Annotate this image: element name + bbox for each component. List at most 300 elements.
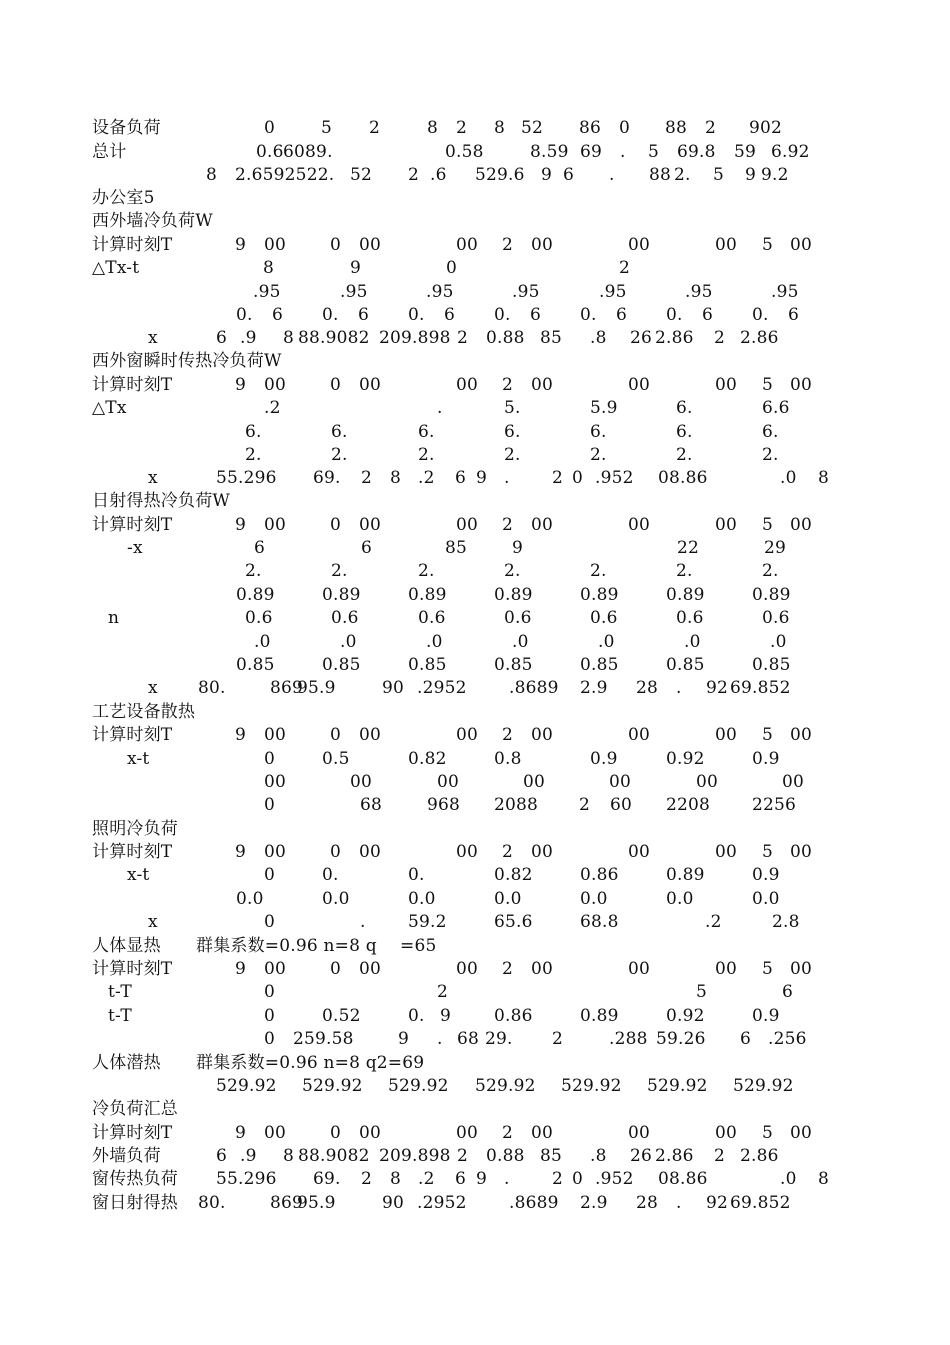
cell-value: 88.9082	[298, 1146, 370, 1166]
cell-value: 0.85	[752, 655, 791, 675]
cell-value: 0	[330, 375, 342, 395]
text-line	[0, 935, 950, 957]
row-label: n	[108, 608, 120, 628]
cell-value: 529.92	[302, 1076, 363, 1096]
text-line	[0, 864, 950, 886]
cell-value: 0.85	[580, 655, 619, 675]
cell-value: 0	[330, 725, 342, 745]
cell-value: 9	[235, 375, 247, 395]
cell-value: 2	[579, 795, 591, 815]
cell-value: 0.0	[408, 889, 436, 909]
cell-value: 6	[216, 1146, 228, 1166]
cell-value: 00	[628, 235, 651, 255]
cell-value: 00	[264, 235, 287, 255]
cell-value: 5	[696, 982, 708, 1002]
cell-value: .8689	[509, 678, 559, 698]
cell-value: 6	[358, 305, 370, 325]
cell-value: 0.	[666, 305, 683, 325]
text-line	[0, 490, 950, 512]
cell-value: 00	[359, 959, 382, 979]
cell-value: 0.6	[331, 608, 359, 628]
text-line	[0, 841, 950, 863]
cell-value: 85	[540, 1146, 563, 1166]
cell-value: 68.8	[580, 912, 619, 932]
cell-value: 55.296	[216, 1169, 277, 1189]
row-label: 8	[206, 165, 218, 185]
cell-value: 00	[628, 842, 651, 862]
cell-value: 0	[572, 1169, 584, 1189]
cell-value: 0.0	[494, 889, 522, 909]
cell-value: .952	[595, 468, 634, 488]
cell-value: 8	[390, 1169, 402, 1189]
cell-value: 5.	[504, 398, 521, 418]
cell-value: 00	[264, 959, 287, 979]
cell-value: 0.89	[666, 865, 705, 885]
row-label: 窗传热负荷	[92, 1169, 178, 1189]
row-label: t-T	[108, 1006, 132, 1026]
cell-value: 8.59	[530, 142, 569, 162]
cell-value: 2.9	[580, 678, 608, 698]
cell-value: 902	[749, 118, 783, 138]
row-label: 工艺设备散热	[92, 702, 196, 722]
cell-value: 0.89	[322, 585, 361, 605]
cell-value: 6	[254, 538, 266, 558]
cell-value: 00	[790, 515, 813, 535]
cell-value: 2.	[590, 445, 607, 465]
cell-value: 0.5	[322, 749, 350, 769]
cell-value: 0.82	[494, 865, 533, 885]
cell-value: 00	[264, 1123, 287, 1143]
row-label: 窗日射得热	[92, 1193, 178, 1213]
cell-value: 2	[502, 375, 514, 395]
row-label: 办公室5	[92, 188, 155, 208]
cell-value: 6.	[676, 398, 693, 418]
cell-value: 968	[427, 795, 461, 815]
cell-value: 86	[579, 118, 602, 138]
cell-value: 00	[264, 842, 287, 862]
cell-value: 0.0	[752, 889, 780, 909]
cell-value: 2.86	[740, 328, 779, 348]
cell-value: 6	[530, 305, 542, 325]
cell-value: 2.	[331, 561, 348, 581]
cell-value: 00	[359, 842, 382, 862]
cell-value: 0.89	[580, 585, 619, 605]
cell-value: .95	[426, 282, 454, 302]
text-line	[0, 1122, 950, 1144]
cell-value: 0	[619, 118, 631, 138]
row-label: 2.	[245, 445, 262, 465]
cell-value: .	[437, 1029, 443, 1049]
cell-value: 2.	[590, 561, 607, 581]
cell-value: 6	[455, 468, 467, 488]
cell-value: 00	[782, 772, 805, 792]
row-label: 计算时刻T	[92, 959, 173, 979]
cell-value: 6	[788, 305, 800, 325]
row-label: 0.0	[236, 889, 264, 909]
cell-value: 0.	[752, 305, 769, 325]
cell-value: 9	[476, 1169, 488, 1189]
cell-value: 00	[715, 235, 738, 255]
cell-value: 2.	[762, 561, 779, 581]
text-line	[0, 304, 950, 326]
row-label: .0	[254, 632, 271, 652]
row-label: 外墙负荷	[92, 1146, 161, 1166]
cell-value: 68	[360, 795, 383, 815]
cell-value: 群集系数=0.96 n=8 q2=69	[196, 1053, 425, 1073]
cell-value: .95	[512, 282, 540, 302]
cell-value: .288	[609, 1029, 648, 1049]
cell-value: 5	[762, 515, 774, 535]
cell-value: 209.898	[379, 1146, 451, 1166]
cell-value: 00	[437, 772, 460, 792]
cell-value: 0	[264, 1006, 276, 1026]
cell-value: 9	[235, 515, 247, 535]
cell-value: 29	[764, 538, 787, 558]
cell-value: 529.92	[388, 1076, 449, 1096]
cell-value: 00	[456, 959, 479, 979]
cell-value: 00	[531, 235, 554, 255]
cell-value: 8	[818, 468, 830, 488]
cell-value: .0	[780, 468, 797, 488]
cell-value: 2	[552, 1169, 564, 1189]
cell-value: 0.	[494, 305, 511, 325]
cell-value: 00	[790, 842, 813, 862]
cell-value: 00	[531, 375, 554, 395]
cell-value: 2	[502, 842, 514, 862]
text-line	[0, 1028, 950, 1050]
cell-value: .9	[240, 328, 257, 348]
text-line	[0, 187, 950, 209]
cell-value: 00	[456, 725, 479, 745]
row-label: x-t	[127, 749, 150, 769]
cell-value: .8	[590, 328, 607, 348]
row-label: 日射得热冷负荷W	[92, 491, 231, 511]
row-label: x	[148, 912, 158, 932]
cell-value: 6	[361, 538, 373, 558]
cell-value: 2	[502, 959, 514, 979]
cell-value: 6	[216, 328, 228, 348]
text-line	[0, 677, 950, 699]
row-label: 照明冷负荷	[92, 819, 178, 839]
cell-value: 0.0	[580, 889, 608, 909]
cell-value: 0	[330, 1123, 342, 1143]
cell-value: 0.52	[322, 1006, 361, 1026]
cell-value: 2.	[418, 445, 435, 465]
cell-value: .6	[430, 165, 447, 185]
text-line	[0, 467, 950, 489]
cell-value: .0	[512, 632, 529, 652]
cell-value: 00	[531, 1123, 554, 1143]
cell-value: 69.852	[730, 1193, 791, 1213]
cell-value: 6	[616, 305, 628, 325]
text-line	[0, 958, 950, 980]
cell-value: 0.85	[494, 655, 533, 675]
cell-value: 2	[361, 468, 373, 488]
row-label: 计算时刻T	[92, 375, 173, 395]
text-line	[0, 560, 950, 582]
cell-value: 6.6	[762, 398, 790, 418]
text-line	[0, 818, 950, 840]
row-label: 计算时刻T	[92, 725, 173, 745]
row-label: 西外窗瞬时传热冷负荷W	[92, 351, 282, 371]
cell-value: 6.	[590, 422, 607, 442]
row-label: x	[148, 328, 158, 348]
cell-value: 9	[235, 959, 247, 979]
row-label: .95	[253, 282, 281, 302]
cell-value: 00	[628, 1123, 651, 1143]
cell-value: 209.898	[379, 328, 451, 348]
cell-value: 5	[321, 118, 333, 138]
cell-value: 00	[359, 1123, 382, 1143]
cell-value: 0.82	[408, 749, 447, 769]
cell-value: 0.92	[666, 749, 705, 769]
cell-value: .	[609, 165, 615, 185]
cell-value: .0	[780, 1169, 797, 1189]
cell-value: 0	[330, 515, 342, 535]
cell-value: 0.88	[486, 328, 525, 348]
row-label: x	[148, 678, 158, 698]
cell-value: 80.	[198, 1193, 226, 1213]
cell-value: 0.	[322, 865, 339, 885]
cell-value: 2	[714, 1146, 726, 1166]
cell-value: 69.	[313, 1169, 341, 1189]
cell-value: 2088	[494, 795, 539, 815]
cell-value: 529.92	[733, 1076, 794, 1096]
cell-value: 6.	[676, 422, 693, 442]
row-label: t-T	[108, 982, 132, 1002]
cell-value: 52	[350, 165, 373, 185]
cell-value: 6	[740, 1029, 752, 1049]
cell-value: 群集系数=0.96 n=8 q	[196, 936, 377, 956]
cell-value: 0	[264, 749, 276, 769]
cell-value: 0.88	[486, 1146, 525, 1166]
cell-value: 00	[715, 515, 738, 535]
cell-value: .95	[685, 282, 713, 302]
cell-value: .8689	[509, 1193, 559, 1213]
cell-value: 0.89	[580, 1006, 619, 1026]
cell-value: .9	[240, 1146, 257, 1166]
text-line	[0, 1005, 950, 1027]
cell-value: .	[504, 468, 510, 488]
text-line	[0, 257, 950, 279]
cell-value: 26	[630, 328, 653, 348]
cell-value: 0.89	[408, 585, 447, 605]
cell-value: 00	[531, 725, 554, 745]
cell-value: 2	[502, 1123, 514, 1143]
cell-value: 2.	[676, 561, 693, 581]
cell-value: 22	[677, 538, 700, 558]
cell-value: .2952	[417, 1193, 467, 1213]
cell-value: 2	[502, 235, 514, 255]
text-line	[0, 771, 950, 793]
cell-value: 69.	[313, 468, 341, 488]
cell-value: 60	[610, 795, 633, 815]
cell-value: 5	[713, 165, 725, 185]
row-label: 计算时刻T	[92, 235, 173, 255]
cell-value: 0.	[408, 305, 425, 325]
cell-value: .	[437, 398, 443, 418]
text-line	[0, 911, 950, 933]
cell-value: 2.6592522.	[235, 165, 335, 185]
row-label: 00	[264, 772, 287, 792]
cell-value: 00	[628, 515, 651, 535]
cell-value: 0	[264, 865, 276, 885]
cell-value: 9	[235, 725, 247, 745]
cell-value: 00	[264, 515, 287, 535]
cell-value: 0.9	[752, 749, 780, 769]
cell-value: 0.6	[256, 142, 284, 162]
cell-value: 2	[437, 982, 449, 1002]
text-line	[0, 164, 950, 186]
cell-value: 92	[706, 678, 729, 698]
cell-value: 0.9	[590, 749, 618, 769]
cell-value: 5	[762, 1123, 774, 1143]
cell-value: .95	[340, 282, 368, 302]
row-label: x-t	[127, 865, 150, 885]
text-line	[0, 234, 950, 256]
cell-value: 0.8	[494, 749, 522, 769]
cell-value: 0.	[408, 865, 425, 885]
cell-value: 00	[790, 1123, 813, 1143]
text-line	[0, 281, 950, 303]
cell-value: 6	[272, 305, 284, 325]
cell-value: 0.85	[408, 655, 447, 675]
cell-value: 6	[702, 305, 714, 325]
cell-value: 0	[264, 118, 276, 138]
cell-value: 59.2	[408, 912, 447, 932]
cell-value: 85	[445, 538, 468, 558]
cell-value: .	[676, 678, 682, 698]
text-line	[0, 981, 950, 1003]
text-line	[0, 444, 950, 466]
text-line	[0, 794, 950, 816]
cell-value: 80.	[198, 678, 226, 698]
row-label: △Tx	[92, 398, 127, 418]
cell-value: 2.	[676, 445, 693, 465]
cell-value: 6.	[418, 422, 435, 442]
cell-value: 59.26	[656, 1029, 706, 1049]
text-line	[0, 537, 950, 559]
cell-value: 00	[696, 772, 719, 792]
cell-value: 88	[665, 118, 688, 138]
cell-value: 65.6	[494, 912, 533, 932]
cell-value: 0	[264, 912, 276, 932]
cell-value: 00	[628, 959, 651, 979]
cell-value: 95.9	[297, 678, 336, 698]
cell-value: 85	[540, 328, 563, 348]
cell-value: 28	[636, 678, 659, 698]
cell-value: 869	[270, 1193, 304, 1213]
cell-value: 8	[818, 1169, 830, 1189]
cell-value: 00	[456, 1123, 479, 1143]
row-label: -x	[127, 538, 143, 558]
cell-value: 8	[283, 328, 295, 348]
cell-value: 69.852	[730, 678, 791, 698]
cell-value: 5	[762, 725, 774, 745]
cell-value: 00	[790, 959, 813, 979]
row-label: 计算时刻T	[92, 842, 173, 862]
cell-value: 0.9	[752, 865, 780, 885]
cell-value: 6.	[762, 422, 779, 442]
cell-value: 5	[762, 375, 774, 395]
cell-value: 8	[390, 468, 402, 488]
cell-value: .0	[598, 632, 615, 652]
cell-value: 2	[361, 1169, 373, 1189]
cell-value: 9	[398, 1029, 410, 1049]
cell-value: 9	[541, 165, 553, 185]
cell-value: 0.6	[504, 608, 532, 628]
row-label: 2.	[245, 561, 262, 581]
cell-value: 00	[531, 842, 554, 862]
row-label: 人体显热	[92, 936, 161, 956]
cell-value: 5	[762, 842, 774, 862]
cell-value: .95	[599, 282, 627, 302]
cell-value: 0	[330, 959, 342, 979]
row-label: 6.	[245, 422, 262, 442]
cell-value: 0.85	[322, 655, 361, 675]
cell-value: 9	[745, 165, 757, 185]
cell-value: 6089.	[283, 142, 333, 162]
cell-value: =65	[400, 936, 437, 956]
cell-value: 2.86	[740, 1146, 779, 1166]
cell-value: 69.8	[677, 142, 716, 162]
cell-value: 6	[563, 165, 575, 185]
cell-value: 08.86	[658, 468, 708, 488]
text-line	[0, 514, 950, 536]
cell-value: 0.89	[752, 585, 791, 605]
cell-value: 529.92	[647, 1076, 708, 1096]
cell-value: 9.2	[761, 165, 789, 185]
row-label: 设备负荷	[92, 118, 161, 138]
cell-value: 00	[264, 725, 287, 745]
text-line	[0, 141, 950, 163]
cell-value: 0.	[580, 305, 597, 325]
cell-value: 00	[715, 725, 738, 745]
cell-value: 2	[457, 1146, 469, 1166]
cell-value: .	[676, 1193, 682, 1213]
cell-value: 00	[456, 842, 479, 862]
cell-value: 00	[790, 725, 813, 745]
cell-value: 8	[494, 118, 506, 138]
cell-value: 9	[440, 1006, 452, 1026]
cell-value: .0	[340, 632, 357, 652]
cell-value: 2208	[666, 795, 711, 815]
cell-value: 2.9	[580, 1193, 608, 1213]
cell-value: 29.	[485, 1029, 513, 1049]
cell-value: 2256	[752, 795, 797, 815]
cell-value: 00	[628, 375, 651, 395]
cell-value: 0	[330, 842, 342, 862]
cell-value: 259.58	[293, 1029, 354, 1049]
cell-value: 6	[444, 305, 456, 325]
cell-value: 9	[350, 258, 362, 278]
cell-value: .	[620, 142, 626, 162]
cell-value: 2	[619, 258, 631, 278]
cell-value: 08.86	[658, 1169, 708, 1189]
cell-value: 2.	[418, 561, 435, 581]
cell-value: .952	[595, 1169, 634, 1189]
cell-value: .0	[684, 632, 701, 652]
row-label: 总计	[92, 142, 127, 162]
text-line	[0, 701, 950, 723]
cell-value: 0.86	[580, 865, 619, 885]
cell-value: 0.89	[666, 585, 705, 605]
cell-value: 0.	[322, 305, 339, 325]
cell-value: 00	[359, 375, 382, 395]
text-line	[0, 888, 950, 910]
cell-value: 2.	[504, 445, 521, 465]
cell-value: 2.	[674, 165, 691, 185]
